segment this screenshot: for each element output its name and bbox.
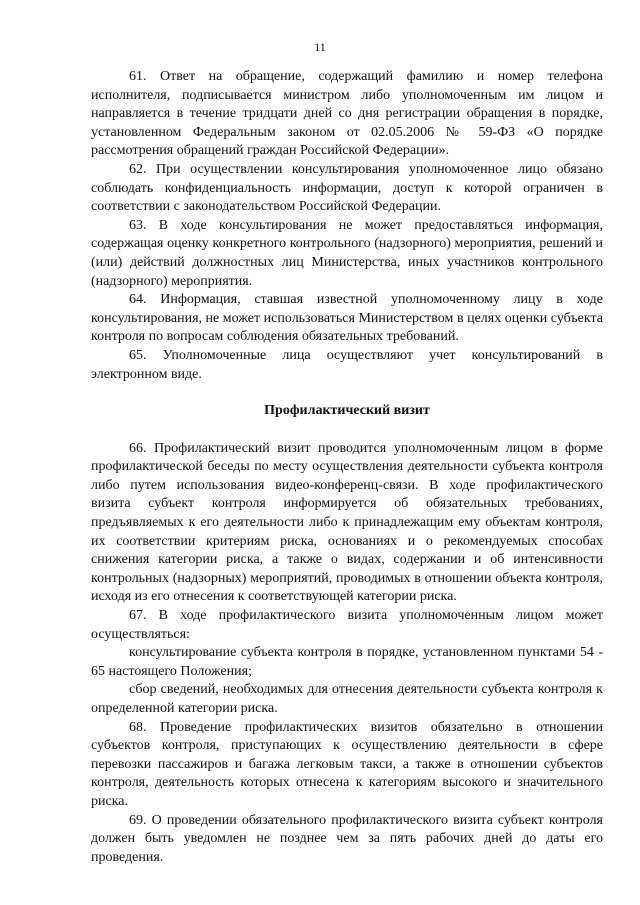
paragraph-67: 67. В ходе профилактического визита уполномоченным лицом может осуществляться: xyxy=(91,608,603,642)
document-body xyxy=(91,68,603,867)
paragraph-64: 64. Информация, ставшая известной уполномоченному лицу в ходе консультирования, не может использоваться Министерством в целях оценки субъекта контроля по вопросам соблюдения обязательных требований. xyxy=(91,292,603,345)
paragraph-69: 69. О проведении обязательного профилактического визита субъект контроля должен быть уведомлен не позднее чем за пять рабочих дней до даты его проведения. xyxy=(91,812,603,865)
paragraph-63: 63. В ходе консультирования не может предоставляться информация, содержащая оценку конкретного контрольного (надзорного) мероприятия, решений и (или) действий должностных лиц Министерства, иных участников контрольного (надзорного) мероприятия. xyxy=(91,217,603,289)
list-item-consulting: консультирование субъекта контроля в порядке, установленном пунктами 54 - 65 настоящего Положения; xyxy=(91,645,603,679)
paragraph-65: 65. Уполномоченные лица осуществляют учет консультирований в электронном виде. xyxy=(91,347,603,382)
paragraph-68: 68. Проведение профилактических визитов обязательно в отношении субъектов контроля, приступающих к осуществлению деятельности в сфере перевозки пассажиров и багажа легковым такси, а также в отношении субъектов контроля, деятельность которых отнесена к категориям высокого и значительного риска. xyxy=(91,719,603,809)
paragraph-61: 61. Ответ на обращение, содержащий фамилию и номер телефона исполнителя, подписывается министром либо уполномоченным им лицом и направляется в течение тридцати дней со дня регистрации обращения в порядке, установленном Федеральным законом от 02.05.2006 № 59-ФЗ «О порядке рассмотрения обращений граждан Российской Федерации». xyxy=(91,69,603,159)
list-item-data-collection: сбор сведений, необходимых для отнесения деятельности субъекта контроля к определенной категории риска. xyxy=(91,682,603,716)
paragraph-66: 66. Профилактический визит проводится уполномоченным лицом в форме профилактической беседы по месту осуществления деятельности субъекта контроля либо путем использования видео-конференц-связи. В ходе профилактического визита субъект контроля информируется об обязательных требованиях, предъявляемых к его деятельности либо к принадлежащим ему объектам контроля, их соответствии критериям риска, основаниях и о рекомендуемых способах снижения категории риска, а также о видах, содержании и об интенсивности контрольных (надзорных) мероприятий, проводимых в отношении объекта контроля, исходя из его отнесения к соответствующей категории риска. xyxy=(91,440,603,605)
page-number: 11 xyxy=(314,40,326,54)
section-heading: Профилактический визит xyxy=(264,403,430,419)
paragraph-62: 62. При осуществлении консультирования уполномоченное лицо обязано соблюдать конфиденциальность информации, доступ к которой ограничен в соответствии с законодательством Российской Федерации. xyxy=(91,161,603,215)
